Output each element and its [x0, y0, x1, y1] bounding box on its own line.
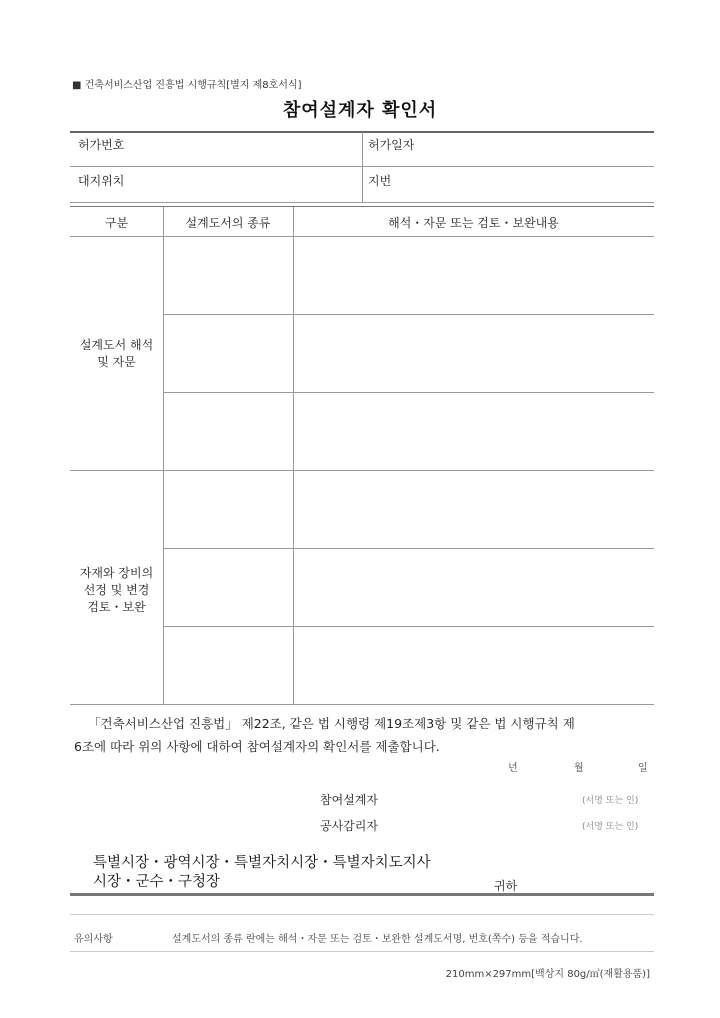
date-year-label: 년: [508, 763, 518, 774]
declaration-line-1: 「건축서비스산업 진흥법」 제22조, 같은 법 시행령 제19조제3항 및 같은 법 시행규칙 제: [88, 716, 575, 731]
lot-number-label: 지번: [368, 174, 392, 188]
table-top-border: [70, 206, 654, 207]
recipient-line-2: 시장・군수・구청장: [93, 874, 221, 890]
permit-date-label: 허가일자: [368, 138, 415, 152]
declaration-line-2: 6조에 따라 위의 사항에 대하여 참여설계자의 확인서를 제출합니다.: [74, 739, 440, 754]
signer-designer-hint: (서명 또는 인): [582, 796, 639, 806]
row-divider: [163, 548, 654, 549]
table-bottom-border: [70, 704, 654, 705]
permit-number-label: 허가번호: [78, 138, 125, 152]
header-drawing-type: 설계도서의 종류: [185, 216, 271, 230]
section-label-line: 및 자문: [97, 355, 136, 369]
notes-label: 유의사항: [74, 934, 113, 945]
info-bottom-border: [70, 202, 654, 203]
row-divider: [163, 392, 654, 393]
column-divider: [293, 207, 294, 704]
signer-supervisor-hint: (서명 또는 인): [582, 822, 639, 832]
column-divider: [163, 207, 164, 704]
notes-bottom-border: [70, 951, 654, 952]
section-label-line: 설계도서 해석: [79, 338, 154, 352]
row-divider: [163, 626, 654, 627]
section-label-interpretation: [70, 337, 163, 371]
table-header-divider: [70, 236, 654, 237]
row-divider: [163, 314, 654, 315]
signer-supervisor-label: 공사감리자: [320, 819, 378, 833]
header-content: 해석・자문 또는 검토・보완내용: [388, 216, 559, 230]
section-divider: [70, 470, 654, 471]
recipient-suffix: 귀하: [494, 879, 518, 893]
recipient-line-1: 특별시장・광역시장・특별자치시장・특별자치도지사: [93, 855, 431, 871]
notes-text: 설계도서의 종류 란에는 해석・자문 또는 검토・보완한 설계도서명, 번호(쪽수) 등을 적습니다.: [172, 934, 583, 945]
signer-designer-label: 참여설계자: [320, 793, 378, 807]
notes-top-border: [70, 914, 654, 915]
header-category: 구분: [104, 216, 129, 230]
form-reference: ■ 건축서비스산업 진흥법 시행규칙[별지 제8호서식]: [72, 80, 302, 91]
recipient-bottom-rule: [70, 893, 654, 896]
section-label-line: 선정 및 변경: [83, 583, 150, 597]
site-location-label: 대지위치: [78, 174, 125, 188]
section-label-line: 자재와 장비의: [79, 566, 154, 580]
info-column-divider: [362, 132, 363, 202]
date-month-label: 월: [574, 763, 584, 774]
paper-spec: 210mm×297mm[백상지 80g/㎡(재활용품)]: [445, 969, 650, 980]
section-label-line: 검토・보완: [87, 600, 146, 614]
date-day-label: 일: [638, 763, 648, 774]
section-label-materials: [70, 565, 163, 616]
page-title: 참여설계자 확인서: [282, 100, 438, 121]
